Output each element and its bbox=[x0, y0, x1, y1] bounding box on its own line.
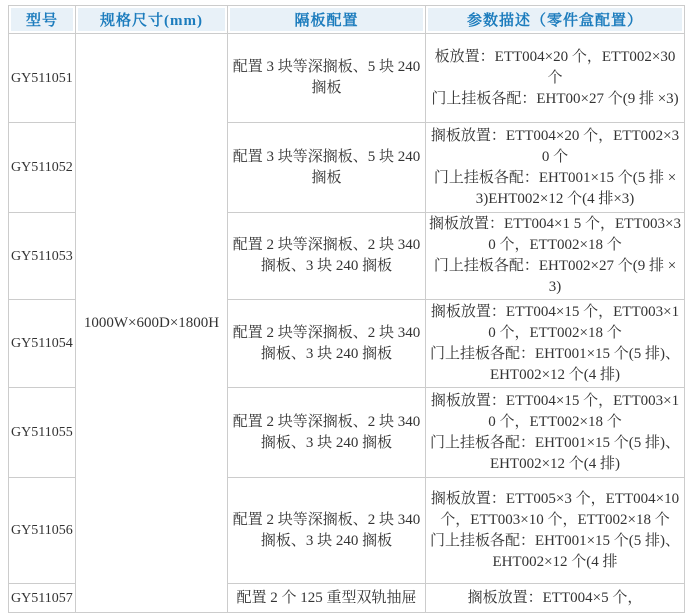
params-cell bbox=[426, 584, 685, 613]
table-body bbox=[9, 34, 685, 613]
model-cell: GY511052 bbox=[9, 123, 76, 213]
door-panel-text: 门上挂板各配：EHT001×15 个(5 排 × 3)EHT002×12 个(4 排×3) bbox=[433, 169, 677, 207]
model-cell: GY511054 bbox=[9, 300, 76, 388]
page bbox=[8, 5, 685, 613]
shelf-placement-text: 搁板放置：ETT004×1 5 个，ETT003×30 个，ETT002×18 个 bbox=[429, 216, 681, 253]
partition-config-cell: 配置 3 块等深搁板、5 块 240 搁板 bbox=[228, 123, 426, 213]
model-cell: GY511056 bbox=[9, 478, 76, 584]
shelf-placement-text: 搁板放置：ETT004×15 个，ETT003×10 个，ETT002×18 个 bbox=[430, 303, 680, 341]
partition-config-cell: 配置 2 块等深搁板、2 块 340 搁板、3 块 240 搁板 bbox=[228, 388, 426, 478]
partition-config-cell: 配置 2 个 125 重型双轨抽屉 bbox=[228, 584, 426, 613]
params-cell bbox=[426, 300, 685, 388]
params-cell bbox=[426, 34, 685, 123]
model-cell: GY511053 bbox=[9, 213, 76, 300]
params-cell bbox=[426, 478, 685, 584]
col-header-params: 参数描述（零件盒配置） bbox=[426, 6, 685, 34]
col-header-partition: 隔板配置 bbox=[228, 6, 426, 34]
door-panel-text: 门上挂板各配：EHT002×27 个(9 排 × 3) bbox=[433, 258, 677, 295]
shelf-placement-text: 搁板放置：ETT004×5 个， bbox=[467, 589, 643, 606]
model-cell: GY511057 bbox=[9, 584, 76, 613]
door-panel-text: 门上挂板各配：EHT001×15 个(5 排)、EHT002×12 个(4 排) bbox=[429, 345, 681, 383]
shelf-placement-text: 搁板放置：ETT004×20 个，ETT002×30 个 bbox=[430, 127, 680, 165]
params-cell bbox=[426, 123, 685, 213]
params-cell bbox=[426, 388, 685, 478]
shelf-placement-text: 搁板放置：ETT004×15 个，ETT003×10 个，ETT002×18 个 bbox=[430, 392, 680, 430]
model-cell: GY511051 bbox=[9, 34, 76, 123]
partition-config-cell: 配置 2 块等深搁板、2 块 340 搁板、3 块 240 搁板 bbox=[228, 300, 426, 388]
partition-config-cell: 配置 2 块等深搁板、2 块 340 搁板、3 块 240 搁板 bbox=[228, 478, 426, 584]
model-cell: GY511055 bbox=[9, 388, 76, 478]
door-panel-text: 门上挂板各配：EHT001×15 个(5 排)、EHT002×12 个(4 排) bbox=[429, 434, 681, 472]
partition-config-cell: 配置 2 块等深搁板、2 块 340 搁板、3 块 240 搁板 bbox=[228, 213, 426, 300]
col-header-model: 型号 bbox=[9, 6, 76, 34]
partition-config-cell: 配置 3 块等深搁板、5 块 240 搁板 bbox=[228, 34, 426, 123]
col-header-size: 规格尺寸(mm) bbox=[76, 6, 228, 34]
shelf-placement-text: 板放置：ETT004×20 个，ETT002×30 个 bbox=[434, 48, 676, 86]
door-panel-text: 门上挂板各配：EHT001×15 个(5 排)、EHT002×12 个(4 排 bbox=[429, 532, 681, 570]
table-row bbox=[9, 34, 685, 123]
spec-size-cell: 1000W×600D×1800H bbox=[76, 34, 228, 613]
table-header bbox=[9, 6, 685, 34]
header-row bbox=[9, 6, 685, 34]
shelf-placement-text: 搁板放置：ETT005×3 个，ETT004×10 个，ETT003×10 个，ETT002×18 个 bbox=[430, 490, 680, 528]
product-spec-table bbox=[8, 5, 685, 613]
params-cell bbox=[426, 213, 685, 300]
door-panel-text: 门上挂板各配：EHT00×27 个(9 排 ×3) bbox=[431, 90, 679, 107]
